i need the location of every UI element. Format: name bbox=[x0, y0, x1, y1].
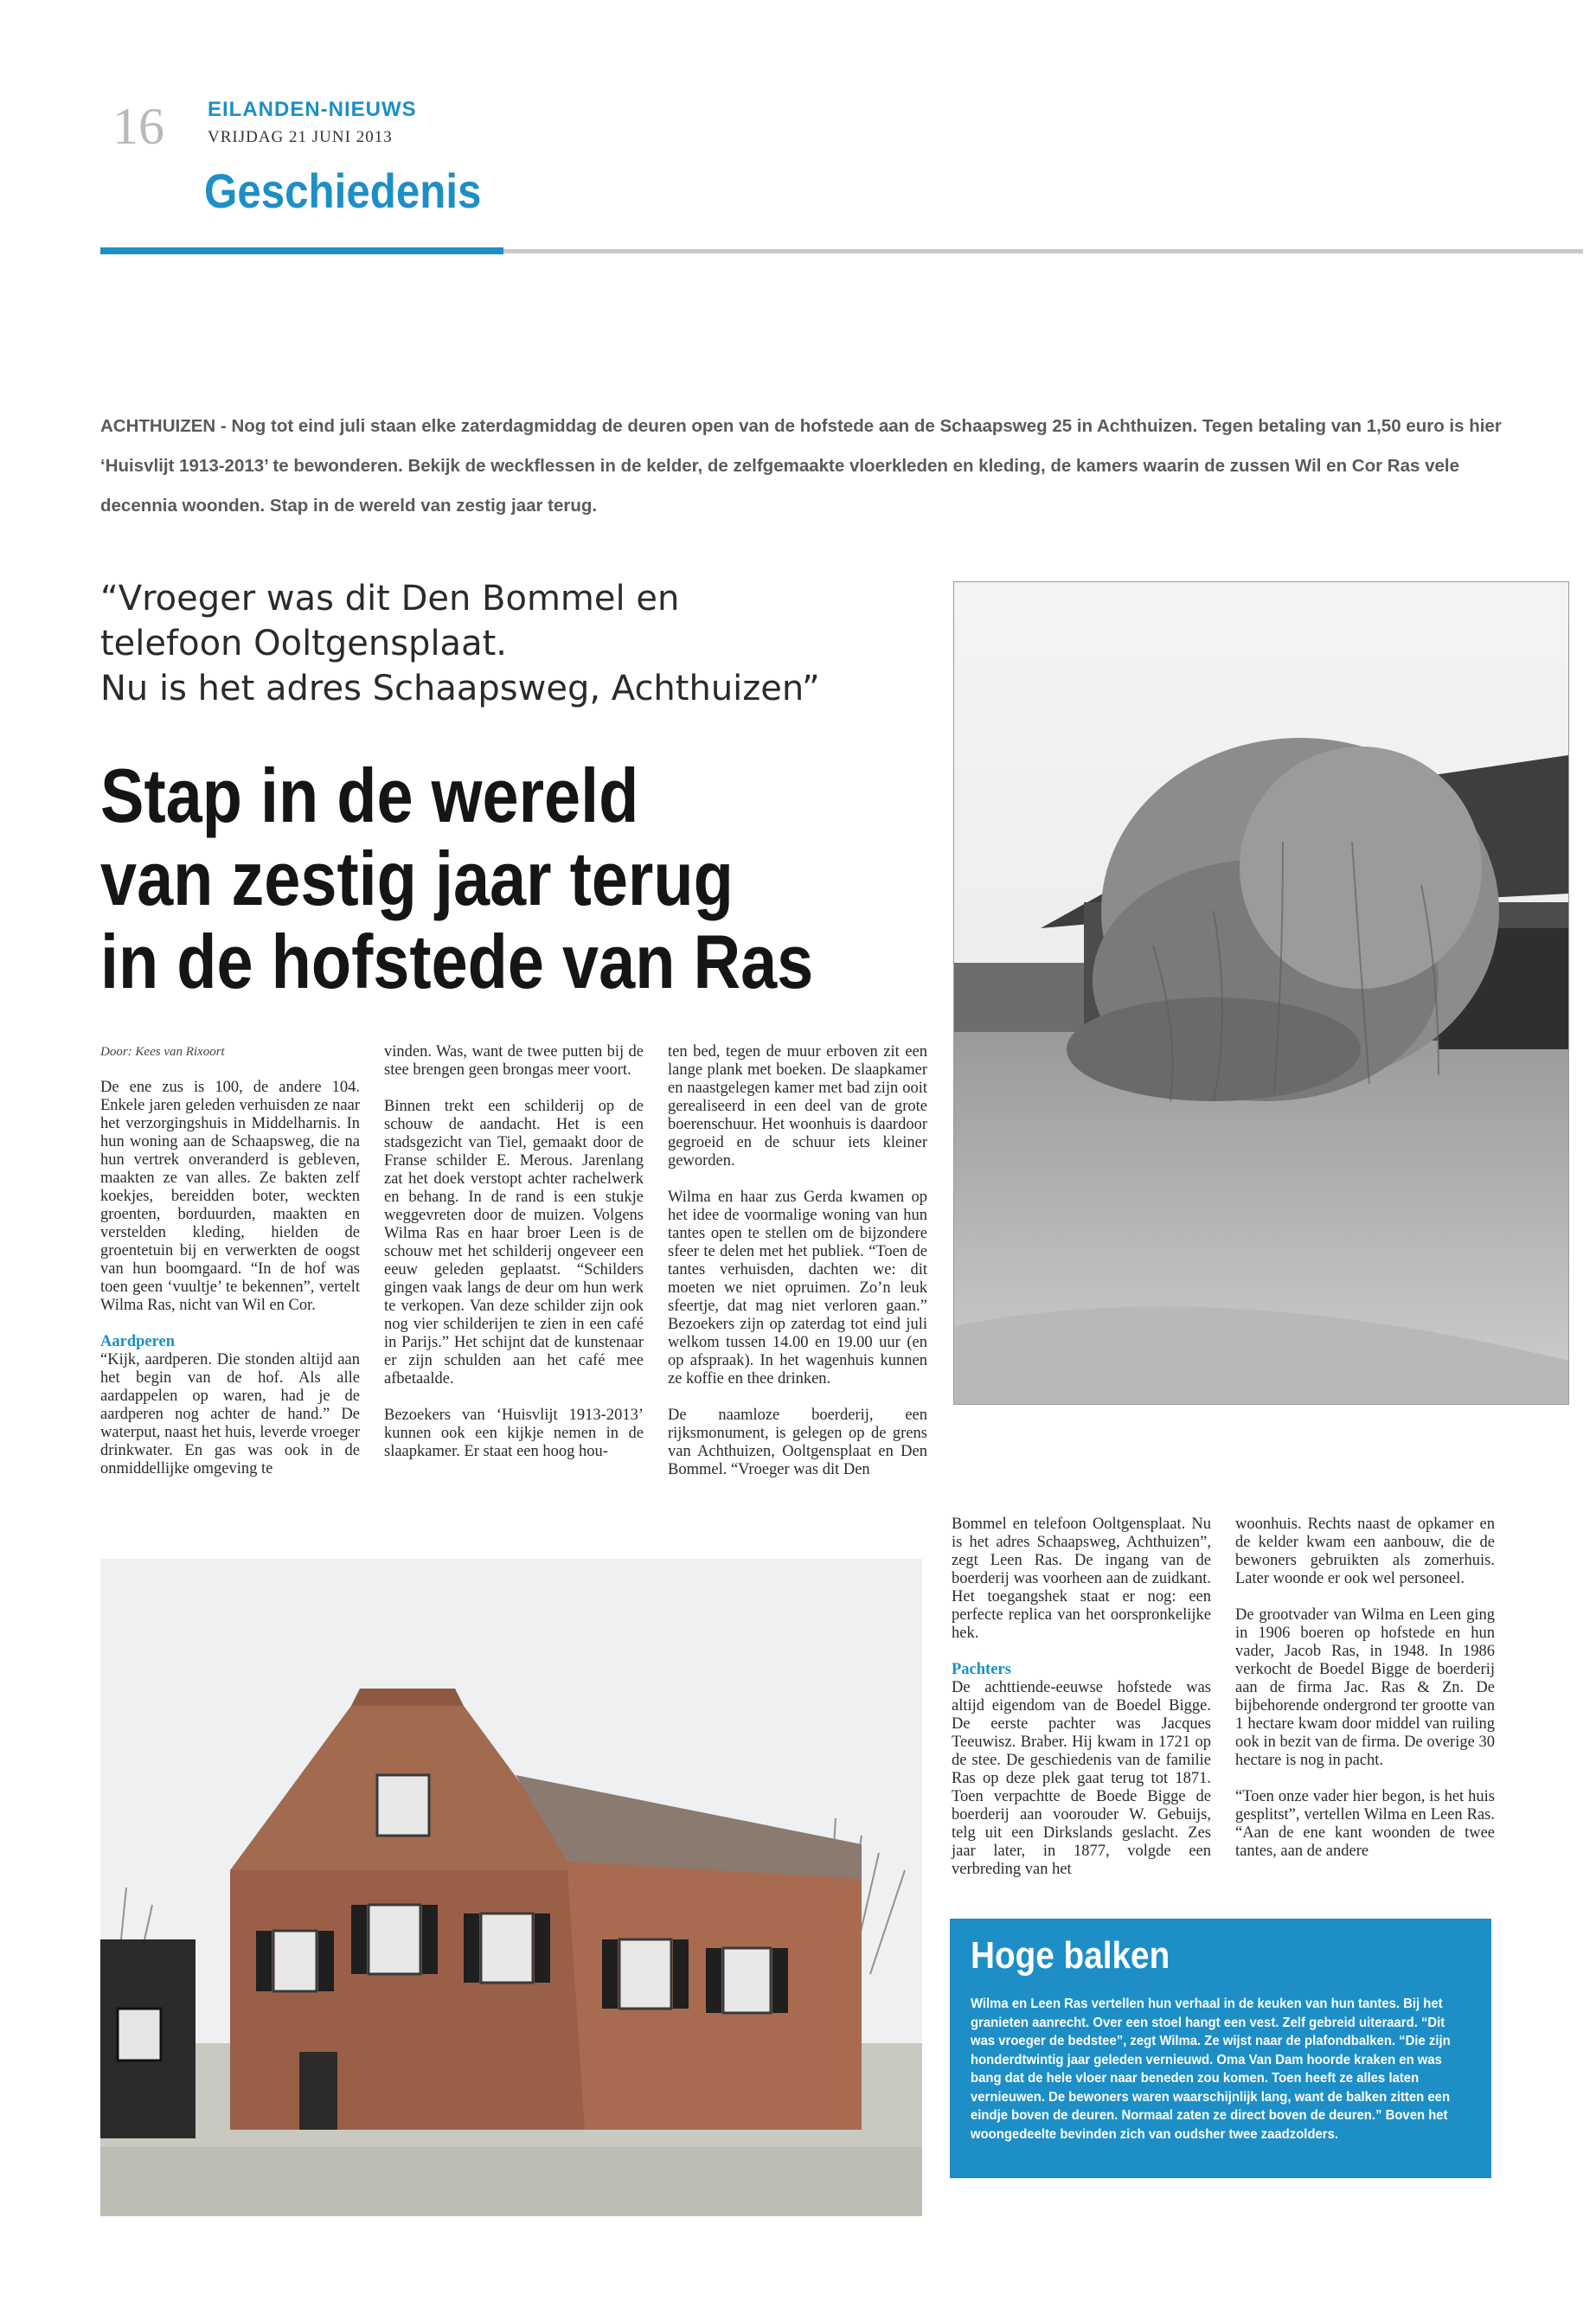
article-paragraph: De naamloze boerderij, een rijksmonument, is gelegen op de grens van Achthuizen, Ooltgensplaat en Den Bommel. “Vroeger was dit Den bbox=[668, 1407, 927, 1478]
pull-quote-line: Nu is het adres Schaapsweg, Achthuizen” bbox=[100, 669, 820, 708]
issue-date: VRIJDAG 21 JUNI 2013 bbox=[208, 128, 393, 146]
headline-line: van zestig jaar terug bbox=[100, 836, 734, 921]
sidebar-text: Wilma en Leen Ras vertellen hun verhaal in de keuken van hun tantes. Bij het granieten aanrecht. Over een stoel hangt een vest. Zelf gebreid uiteraard. “Dit was vroeger de bedstee”, zegt Wilma. Ze wijst naar de plafondbalken. “Die zijn honderdtwintig jaar geleden vernieuwd. Oma Van Dam hoorde kraken en was bang dat de hele vloer naar beneden zou komen. Toen heeft ze alles laten vernieuwen. De bewoners waren waarschijnlijk lang, want de balken zitten een eindje boven de deuren. Normaal zaten ze direct boven de deuren.” Boven het woongedeelte bevinden zich van oudsher twee zaadzolders. bbox=[971, 1997, 1451, 2142]
article-column-5 bbox=[1235, 1516, 1495, 1879]
section-rule-accent bbox=[100, 247, 503, 254]
article-paragraph: De achttiende-eeuwse hofstede was altijd eigendom van de Boedel Bigge. De eerste pachter was Jacques Teeuwisz. Braber. Hij kwam in 1721 op de stee. De geschiedenis van de familie Ras op deze plek gaat terug tot 1871. Toen verpachtte de Boede Bigge de boerderij aan voorouder W. Gebuijs, telg uit een Dirkslands geslacht. Zes jaar later, in 1877, volgde een verbreding van het bbox=[952, 1679, 1211, 1878]
subheading-pachters: Pachters bbox=[952, 1661, 1011, 1678]
sidebar-box bbox=[950, 1919, 1491, 2178]
article-paragraph: “Kijk, aardperen. Die stonden altijd aan het begin van de hof. Als alle aardappelen op waren, had je de aardperen nog achter de hand.” De waterput, naast het huis, leverde vroeger drinkwater. En gas was ook in de onmiddellijke omgeving te bbox=[100, 1351, 360, 1477]
headline-line: in de hofstede van Ras bbox=[100, 919, 814, 1004]
section-title: Geschiedenis bbox=[204, 163, 482, 218]
byline: Door: Kees van Rixoort bbox=[100, 1045, 225, 1059]
pull-quote-line: “Vroeger was dit Den Bommel en bbox=[100, 579, 680, 619]
article-paragraph: ten bed, tegen de muur erboven zit een lange plank met boeken. De slaapkamer en naastgelegen kamer met bad zijn ooit gerealiseerd in een deel van de grote boerenschuur. Het woonhuis is daardoor gegroeid en de schuur iets kleiner geworden. bbox=[668, 1043, 927, 1170]
article-paragraph: “Toen onze vader hier begon, is het huis gesplitst”, vertellen Wilma en Leen Ras. “Aan de ene kant woonden de twee tantes, aan de andere bbox=[1235, 1788, 1495, 1860]
article-column-3 bbox=[668, 1043, 927, 1497]
article-column-2 bbox=[384, 1043, 644, 1479]
article-column-1 bbox=[100, 1043, 360, 1497]
page-number: 16 bbox=[112, 98, 164, 155]
article-column-4 bbox=[952, 1516, 1211, 1897]
article-paragraph: vinden. Was, want de twee putten bij de stee brengen geen brongas meer voort. bbox=[384, 1043, 644, 1079]
farmhouse-photo bbox=[100, 1559, 922, 2216]
article-paragraph: Bommel en telefoon Ooltgensplaat. Nu is het adres Schaapsweg, Achthuizen”, zegt Leen Ras. De ingang van de boerderij was voorheen aan de zuidkant. Het toegangshek staat er nog: een perfecte replica van het oorspronkelijke hek. bbox=[952, 1516, 1211, 1642]
sidebar-title: Hoge balken bbox=[971, 1934, 1170, 1977]
headline-line: Stap in de wereld bbox=[100, 753, 639, 838]
article-paragraph: De ene zus is 100, de andere 104. Enkele jaren geleden verhuisden ze naar het verzorgingshuis in Middelharnis. In hun woning aan de Schaapsweg, die na hun vertrek onveranderd is gebleven, maakten ze van alles. Ze bakten zelf koekjes, bereidden boter, weckten groenten, borduurden, maakten en verstelden kleding, hielden de groentetuin bij en verwerkten de oogst van hun boomgaard. “In de hof was toen geen ‘vuultje’ te bekennen”, vertelt Wilma Ras, nicht van Wil en Cor. bbox=[100, 1079, 360, 1314]
article-paragraph: Bezoekers van ‘Huisvlijt 1913-2013’ kunnen ook een kijkje nemen in de slaapkamer. Er staat een hoog hou- bbox=[384, 1407, 644, 1460]
article-paragraph: Binnen trekt een schilderij op de schouw de aandacht. Het is een stadsgezicht van Tiel, gemaakt door de Franse schilder E. Merous. Jarenlang zat het doek verstopt achter rachelwerk en behang. In de rand is een stukje weggevreten door de muizen. Volgens Wilma Ras en haar broer Leen is de schouw met het schilderij ongeveer een eeuw geleden geplaatst. “Schilders gingen vaak langs de deur om hun werk te verkopen. Van deze schilder zijn ook nog vier schilderijen te zien in een café in Parijs.” Het schijnt dat de kunstenaar er zijn schulden aan het café mee afbetaalde. bbox=[384, 1098, 644, 1388]
pull-quote-line: telefoon Ooltgensplaat. bbox=[100, 624, 507, 663]
farm-photo-bw bbox=[953, 581, 1569, 1405]
article-paragraph: De grootvader van Wilma en Leen ging in 1906 boeren op hofstede en hun vader, Jacob Ras, in 1948. In 1986 verkocht de Boedel Bigge de boerderij aan de firma Jac. Ras & Zn. De bijbehorende ondergrond ter grootte van 1 hectare kwam door middel van ruiling ook in bezit van de firma. De overige 30 hectare is nog in pacht. bbox=[1235, 1606, 1495, 1769]
pull-quote bbox=[100, 576, 931, 711]
article-paragraph: Wilma en haar zus Gerda kwamen op het idee de voormalige woning van hun tantes open te stellen om de bijzondere sfeer te delen met het publiek. “Toen de tantes verhuisden, dachten we: dit moeten we niet opruimen. Zo’n leuk sfeertje, dat mag niet verloren gaan.” Bezoekers zijn op zaterdag tot eind juli welkom tussen 14.00 en 19.00 uur (en op afspraak). In het wagenhuis kunnen ze koffie en thee drinken. bbox=[668, 1189, 927, 1388]
subheading-aardperen: Aardperen bbox=[100, 1333, 175, 1350]
section-rule bbox=[503, 249, 1583, 253]
intro-paragraph: ACHTHUIZEN - Nog tot eind juli staan elke zaterdagmiddag de deuren open van de hofstede aan de Schaapsweg 25 in Achthuizen. Tegen betaling van 1,50 euro is hier ‘Huisvlijt 1913-2013’ te bewonderen. Bekijk de weckflessen in de kelder, de zelfgemaakte vloerkleden en kleding, de kamers waarin de zussen Wil en Cor Ras vele decennia woonden. Stap in de wereld van zestig jaar terug. bbox=[100, 416, 1502, 516]
masthead-logo: EILANDEN-NIEUWS bbox=[208, 98, 417, 121]
article-paragraph: woonhuis. Rechts naast de opkamer en de kelder kwam een aanbouw, die de bewoners gebruikten als zomerhuis. Later woonde er ook wel personeel. bbox=[1235, 1516, 1495, 1587]
headline bbox=[100, 754, 852, 1003]
